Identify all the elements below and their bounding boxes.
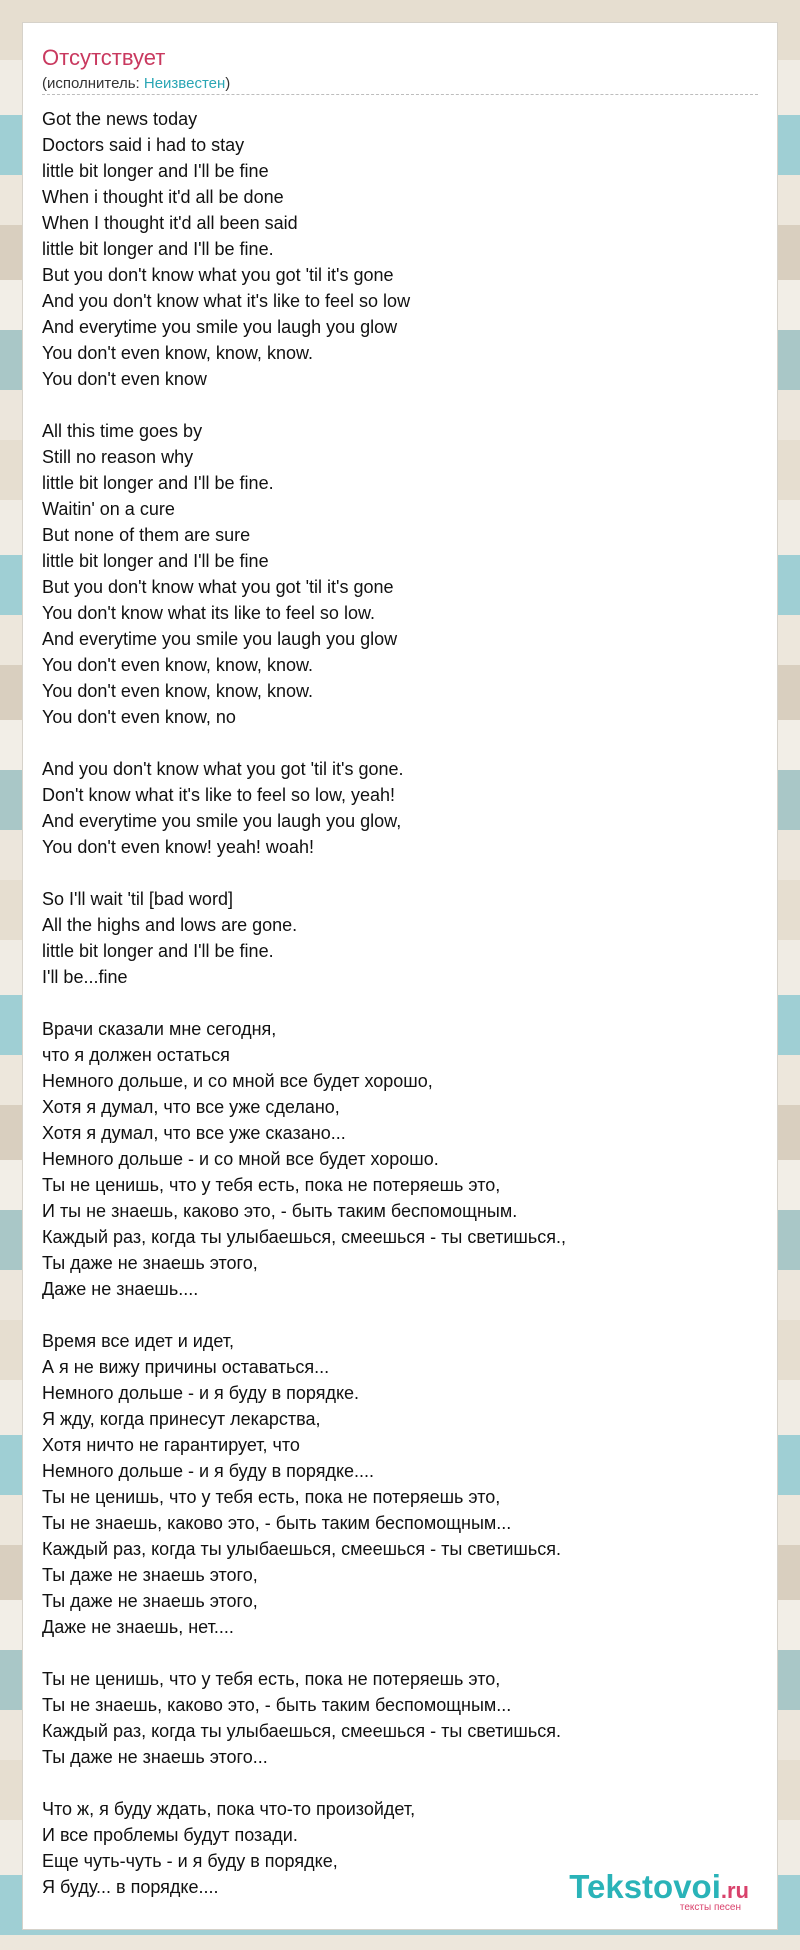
song-title: Отсутствует bbox=[42, 45, 166, 70]
lyrics-line: Что ж, я буду ждать, пока что-то произойдет, bbox=[42, 1799, 416, 1819]
lyrics-line: And everytime you smile you laugh you glow bbox=[42, 317, 398, 337]
lyrics-stanza bbox=[42, 1016, 758, 1302]
lyrics-line: Ты не ценишь, что у тебя есть, пока не потеряешь это, bbox=[42, 1175, 501, 1195]
lyrics-line: Немного дольше - и я буду в порядке.... bbox=[42, 1461, 375, 1481]
lyrics-text bbox=[42, 106, 758, 1926]
lyrics-line: Время все идет и идет, bbox=[42, 1331, 235, 1351]
lyrics-line: little bit longer and I'll be fine. bbox=[42, 473, 274, 493]
lyrics-line: Даже не знаешь.... bbox=[42, 1279, 199, 1299]
lyrics-card bbox=[22, 22, 778, 1930]
lyrics-line: Даже не знаешь, нет.... bbox=[42, 1617, 234, 1637]
lyrics-line: Еще чуть-чуть - и я буду в порядке, bbox=[42, 1851, 338, 1871]
lyrics-line: When I thought it'd all been said bbox=[42, 213, 298, 233]
lyrics-line: And you don't know what it's like to feel so low bbox=[42, 291, 411, 311]
logo-tld: .ru bbox=[720, 1878, 749, 1903]
title-divider bbox=[42, 94, 758, 95]
lyrics-line: Немного дольше, и со мной все будет хорошо, bbox=[42, 1071, 433, 1091]
lyrics-line: Ты даже не знаешь этого... bbox=[42, 1747, 268, 1767]
lyrics-line: Don't know what it's like to feel so low, yeah! bbox=[42, 785, 396, 805]
lyrics-line: А я не вижу причины оставаться... bbox=[42, 1357, 330, 1377]
lyrics-line: little bit longer and I'll be fine bbox=[42, 551, 269, 571]
lyrics-line: And everytime you smile you laugh you glow, bbox=[42, 811, 402, 831]
lyrics-line: Хотя я думал, что все уже сказано... bbox=[42, 1123, 346, 1143]
lyrics-line: Still no reason why bbox=[42, 447, 194, 467]
lyrics-line: Хотя ничто не гарантирует, что bbox=[42, 1435, 300, 1455]
lyrics-line: Я буду... в порядке.... bbox=[42, 1877, 219, 1897]
lyrics-line: Врачи сказали мне сегодня, bbox=[42, 1019, 277, 1039]
lyrics-line: И ты не знаешь, каково это, - быть таким беспомощным. bbox=[42, 1201, 518, 1221]
lyrics-stanza bbox=[42, 106, 758, 392]
lyrics-line: little bit longer and I'll be fine. bbox=[42, 941, 274, 961]
lyrics-line: But you don't know what you got 'til it's gone bbox=[42, 265, 394, 285]
lyrics-line: Ты даже не знаешь этого, bbox=[42, 1591, 258, 1611]
lyrics-line: You don't even know bbox=[42, 369, 207, 389]
lyrics-line: Doctors said i had to stay bbox=[42, 135, 245, 155]
lyrics-line: что я должен остаться bbox=[42, 1045, 230, 1065]
lyrics-line: So I'll wait 'til [bad word] bbox=[42, 889, 233, 909]
lyrics-line: You don't even know! yeah! woah! bbox=[42, 837, 314, 857]
lyrics-line: Каждый раз, когда ты улыбаешься, смеешься - ты светишься. bbox=[42, 1539, 561, 1559]
lyrics-line: Ты не знаешь, каково это, - быть таким беспомощным... bbox=[42, 1695, 512, 1715]
lyrics-line: All the highs and lows are gone. bbox=[42, 915, 298, 935]
lyrics-line: И все проблемы будут позади. bbox=[42, 1825, 298, 1845]
lyrics-stanza bbox=[42, 886, 758, 990]
lyrics-stanza bbox=[42, 1666, 758, 1770]
lyrics-line: You don't even know, no bbox=[42, 707, 236, 727]
lyrics-line: But none of them are sure bbox=[42, 525, 251, 545]
logo-name: Tekstovoi bbox=[569, 1868, 721, 1905]
lyrics-line: little bit longer and I'll be fine. bbox=[42, 239, 274, 259]
lyrics-line: Ты не знаешь, каково это, - быть таким беспомощным... bbox=[42, 1513, 512, 1533]
lyrics-line: Ты не ценишь, что у тебя есть, пока не потеряешь это, bbox=[42, 1487, 501, 1507]
lyrics-line: Got the news today bbox=[42, 109, 198, 129]
lyrics-line: Каждый раз, когда ты улыбаешься, смеешься - ты светишься., bbox=[42, 1227, 566, 1247]
lyrics-line: But you don't know what you got 'til it's gone bbox=[42, 577, 394, 597]
lyrics-line: When i thought it'd all be done bbox=[42, 187, 284, 207]
lyrics-line: Каждый раз, когда ты улыбаешься, смеешься - ты светишься. bbox=[42, 1721, 561, 1741]
lyrics-line: Waitin' on a cure bbox=[42, 499, 175, 519]
lyrics-line: And everytime you smile you laugh you glow bbox=[42, 629, 398, 649]
lyrics-stanza bbox=[42, 756, 758, 860]
logo-wordmark bbox=[569, 1868, 749, 1906]
lyrics-line: Ты даже не знаешь этого, bbox=[42, 1253, 258, 1273]
lyrics-line: All this time goes by bbox=[42, 421, 203, 441]
lyrics-line: And you don't know what you got 'til it's gone. bbox=[42, 759, 404, 779]
lyrics-line: You don't even know, know, know. bbox=[42, 655, 313, 675]
lyrics-stanza bbox=[42, 418, 758, 730]
artist-suffix: ) bbox=[225, 75, 231, 92]
lyrics-line: I'll be...fine bbox=[42, 967, 128, 987]
lyrics-line: You don't even know, know, know. bbox=[42, 681, 313, 701]
lyrics-line: You don't know what its like to feel so low. bbox=[42, 603, 375, 623]
lyrics-line: Ты даже не знаешь этого, bbox=[42, 1565, 258, 1585]
lyrics-line: You don't even know, know, know. bbox=[42, 343, 313, 363]
artist-line bbox=[42, 75, 230, 92]
lyrics-stanza bbox=[42, 1328, 758, 1640]
lyrics-line: Немного дольше - и я буду в порядке. bbox=[42, 1383, 360, 1403]
lyrics-line: Ты не ценишь, что у тебя есть, пока не потеряешь это, bbox=[42, 1669, 501, 1689]
lyrics-line: Я жду, когда принесут лекарства, bbox=[42, 1409, 321, 1429]
lyrics-line: Немного дольше - и со мной все будет хорошо. bbox=[42, 1149, 439, 1169]
site-logo[interactable] bbox=[569, 1868, 749, 1913]
artist-link[interactable]: Неизвестен bbox=[143, 75, 226, 92]
lyrics-line: little bit longer and I'll be fine bbox=[42, 161, 269, 181]
lyrics-line: Хотя я думал, что все уже сделано, bbox=[42, 1097, 340, 1117]
logo-tagline: тексты песен bbox=[679, 1902, 741, 1913]
artist-prefix: (исполнитель: bbox=[42, 75, 144, 92]
